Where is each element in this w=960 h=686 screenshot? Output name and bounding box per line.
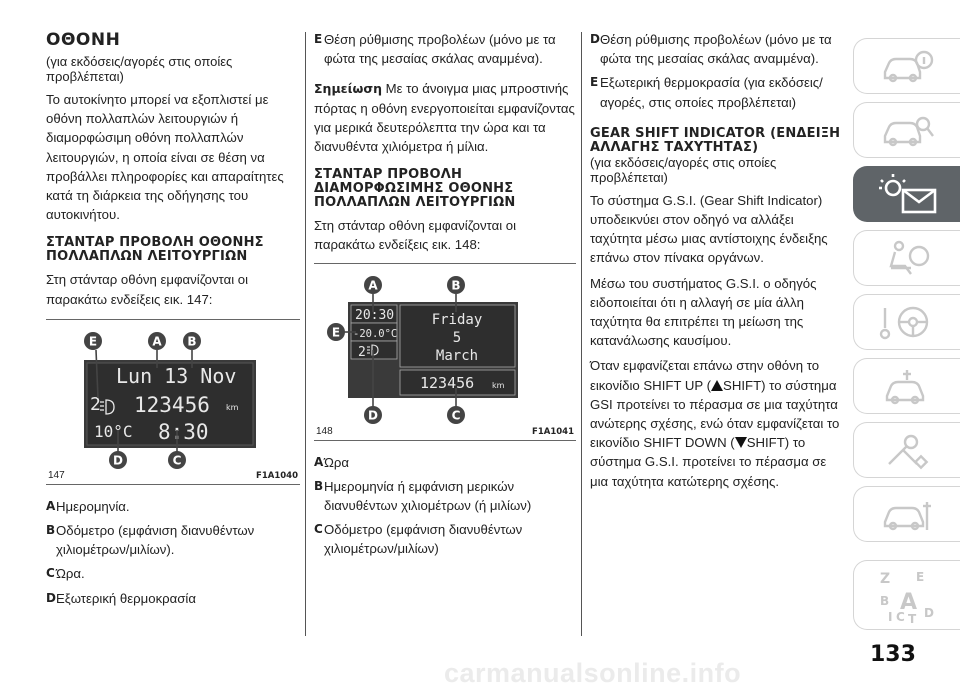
display-gear: 2 [358, 344, 366, 360]
list-item: A Ημερομηνία. [46, 498, 130, 514]
car-info-icon [877, 48, 937, 84]
svg-text:Z: Z [880, 571, 891, 587]
gsi-paragraph-2: Μέσω του συστήματος G.S.I. ο οδηγός ειδοποιείται ότι η αλλαγή σε μία άλλη ταχύτητα θα επιτρέπει τη μείωση της κατανάλωσης καυσίμου. [590, 275, 817, 349]
steering-wheel-icon [877, 302, 937, 342]
svg-text:A: A [152, 334, 162, 349]
svg-text:I: I [888, 610, 893, 624]
list-item: B Οδόμετρο (εμφάνιση διανυθέντων χιλιομέτρων/μιλίων). [46, 523, 255, 558]
airbag-seat-icon [877, 238, 937, 278]
tools-icon [877, 430, 937, 470]
figure-148 [314, 263, 576, 441]
display-date: 5 [452, 329, 462, 346]
shift-down-icon [735, 437, 747, 448]
gsi-paragraph-1: Το σύστημα G.S.I. (Gear Shift Indicator) υποδεικνύει στον οδηγό να αλλάξει ταχύτητα μέσω μιας αντίστοιχης ένδειξης επάνω στον πίνακα οργάνων. [590, 192, 828, 266]
svg-text:T: T [908, 612, 917, 625]
shift-up-icon [711, 380, 723, 391]
display-time: 8:30 [158, 419, 209, 444]
watermark-text: carmanualsonline.info [444, 658, 742, 686]
display-odo-unit: km [226, 402, 239, 412]
svg-text:D: D [113, 453, 123, 468]
column-1 [46, 30, 300, 613]
svg-text:C: C [172, 453, 182, 468]
figure-intro-paragraph: Στη στάνταρ οθόνη εμφανίζονται οι παρακάτω ενδείξεις εικ. 147: [46, 272, 249, 307]
car-key-icon [877, 112, 937, 148]
tab-technical-data[interactable] [853, 486, 960, 542]
svg-text:B: B [880, 594, 890, 608]
figure-147 [46, 319, 300, 485]
warning-light-message-icon [873, 172, 941, 216]
display-date: Lun 13 Nov [116, 363, 237, 388]
display-time: 20:30 [355, 307, 395, 323]
tab-warning-lights-messages[interactable] [853, 166, 960, 222]
subsection-heading: ΣΤΑΝΤΑΡ ΠΡΟΒΟΛΗ ΔΙΑΜΟΡΦΩΣΙΜΗΣ ΟΘΟΝΗΣ ΠΟΛΛΑΠΛΩΝ ΛΕΙΤΟΥΡΓΙΩΝ [314, 167, 516, 211]
list-item: A Ώρα [314, 454, 350, 470]
tab-starting-driving[interactable] [853, 230, 960, 286]
figure-code: F1A1041 [532, 426, 574, 437]
figure-intro-paragraph: Στη στάνταρ οθόνη εμφανίζονται οι παρακάτω ενδείξεις εικ. 148: [314, 218, 517, 253]
svg-text:E: E [916, 570, 925, 584]
svg-text:C: C [896, 610, 905, 624]
display-temperature: 10°C [94, 421, 133, 441]
note-label: Σημείωση [314, 81, 382, 97]
column-3 [590, 30, 848, 491]
svg-text:B: B [187, 334, 197, 349]
svg-text:D: D [368, 408, 378, 423]
section-subtitle: (για εκδόσεις/αγορές στις οποίες προβλέπεται) [590, 154, 777, 185]
tab-in-an-emergency[interactable] [853, 294, 960, 350]
figure-code: F1A1040 [256, 470, 298, 481]
gsi-paragraph-3: Όταν εμφανίζεται επάνω στην οθόνη το εικονίδιο SHIFT UP ( SHIFT) το σύστημα GSI προτείνει το πέρασμα σε μια ταχύτητα ανώτερης σχέσης, ενώ όταν εμφανίζεται το εικονίδιο SHIFT DOWN ( SHIFT) το σύστημα G.S.I. προτείνει το πέρασμα σε μια ταχύτητα κατώτερης σχέσης. [590, 358, 840, 489]
tab-tools[interactable] [853, 422, 960, 478]
list-item: C Ώρα. [46, 566, 85, 582]
column-divider [305, 32, 306, 636]
display-odometer: 123456 [134, 392, 210, 417]
list-item: B Ημερομηνία ή εμφάνιση μερικών διανυθέντων χιλιομέτρων (ή μιλίων) [314, 478, 532, 514]
display-odo-unit: km [492, 380, 505, 390]
tab-safety[interactable] [853, 102, 960, 158]
list-item: C Οδόμετρο (εμφάνιση διανυθέντων χιλιομέτρων/μιλίων) [314, 522, 523, 557]
tab-alphabetical-index[interactable] [853, 560, 960, 630]
tab-getting-to-know-car[interactable] [853, 38, 960, 94]
display-day: Friday [431, 311, 483, 328]
car-maintenance-icon [877, 366, 937, 406]
svg-text:C: C [451, 408, 461, 423]
display-illustration-148 [314, 264, 576, 440]
technical-data-icon [877, 494, 937, 534]
column-2 [314, 30, 576, 564]
alphabetical-index-icon [872, 565, 942, 625]
svg-text:E: E [331, 325, 341, 340]
display-illustration-147 [46, 320, 300, 484]
svg-text:A: A [368, 278, 378, 293]
svg-text:A: A [900, 590, 918, 615]
svg-text:E: E [88, 334, 98, 349]
display-odometer: 123456 [420, 373, 475, 392]
display-temperature: -20.0°C [353, 327, 398, 340]
column-divider [581, 32, 582, 636]
display-gear: 2 [90, 393, 101, 415]
page-number: 133 [870, 642, 916, 667]
svg-text:D: D [924, 606, 934, 620]
display-month: March [435, 347, 479, 364]
list-item: E Θέση ρύθμισης προβολέων (μόνο με τα φώτα της μεσαίας σκάλας αναμμένα). [314, 32, 556, 67]
figure-number: 148 [316, 425, 333, 437]
subsection-heading: ΣΤΑΝΤΑΡ ΠΡΟΒΟΛΗ ΟΘΟΝΗΣ ΠΟΛΛΑΠΛΩΝ ΛΕΙΤΟΥΡΓΙΩΝ [46, 235, 264, 265]
section-subtitle: (για εκδόσεις/αγορές στις οποίες προβλέπεται) [46, 54, 233, 84]
section-title: ΟΘΟΝΗ [46, 30, 121, 50]
intro-paragraph: Το αυτοκίνητο μπορεί να εξοπλιστεί με οθόνη πολλαπλών λειτουργιών ή διαμορφώσιμη οθόνη πολλαπλών λειτουργιών, η οποία είναι σε θέση να προβάλλει πληροφορίες και απαραίτητες κατά τη διάρκεια της οδήγησης του αυτοκινήτου. [46, 92, 284, 223]
list-item: D Εξωτερική θερμοκρασία [46, 590, 196, 606]
figure-number: 147 [48, 469, 65, 481]
note-text: Με το άνοιγμα μιας μπροστινής πόρτας η οθόνη ενεργοποιείται εμφανίζοντας για μερικά δευτερόλεπτα την ώρα και τα διανυθέντα χιλιόμετρα ή μίλια. [314, 81, 575, 155]
tab-servicing-care[interactable] [853, 358, 960, 414]
list-item: E Εξωτερική θερμοκρασία (για εκδόσεις/αγορές, στις οποίες προβλέπεται) [590, 75, 823, 110]
subsection-heading: GEAR SHIFT INDICATOR (ΕΝΔΕΙΞΗ ΑΛΛΑΓΗΣ ΤΑΧΥΤΗΤΑΣ) [590, 125, 841, 155]
list-item: D Θέση ρύθμισης προβολέων (μόνο με τα φώτα της μεσαίας σκάλας αναμμένα). [590, 32, 832, 67]
note-paragraph [314, 79, 576, 156]
svg-text:B: B [451, 278, 461, 293]
